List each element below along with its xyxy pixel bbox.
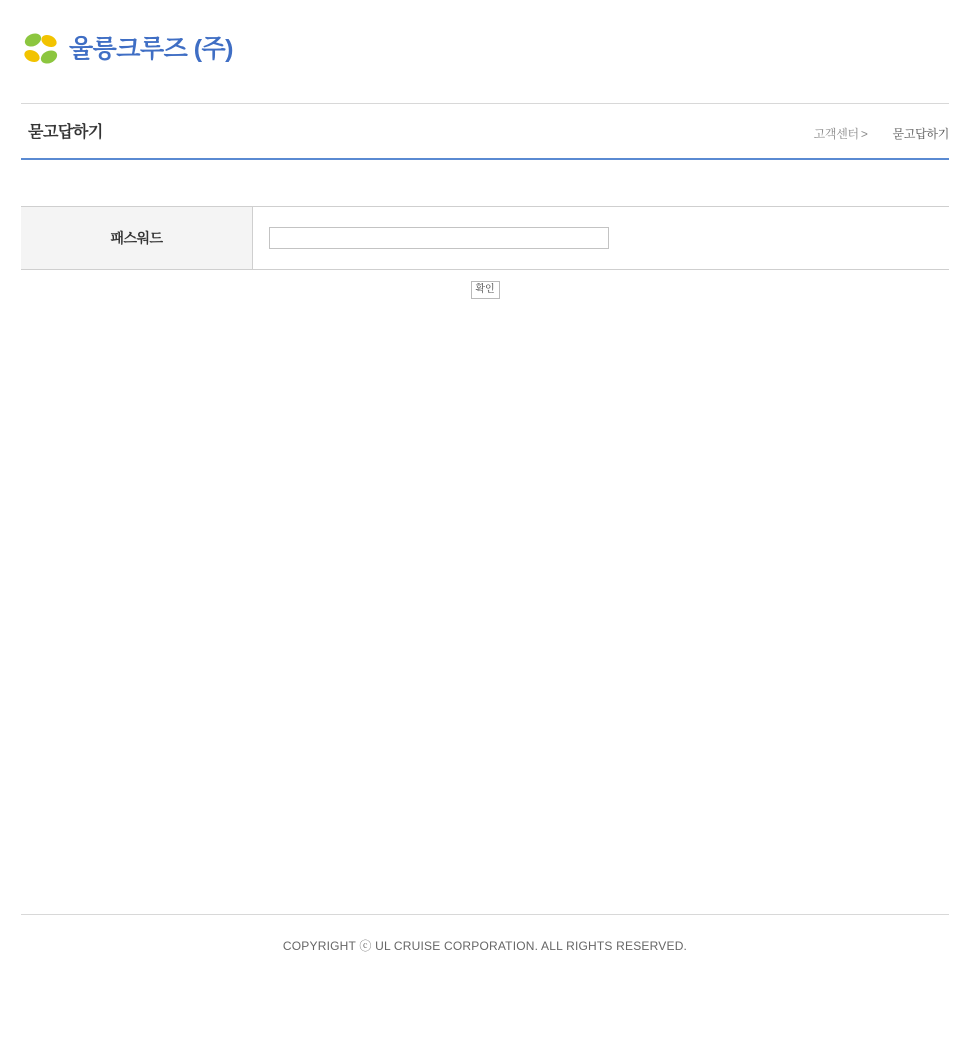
page-titlebar (21, 103, 949, 160)
logo-text: 울릉크루즈 (주) (69, 34, 233, 63)
password-form-area (21, 160, 949, 299)
breadcrumb (814, 125, 949, 142)
breadcrumb-parent[interactable]: 고객센터 (813, 127, 859, 141)
table-row (21, 207, 949, 270)
site-header (0, 0, 970, 103)
password-input-cell (253, 207, 950, 270)
copyright-text: COPYRIGHT ⓒ UL CRUISE CORPORATION. ALL RIGHTS RESERVED. (282, 939, 688, 953)
password-input[interactable] (269, 227, 609, 249)
breadcrumb-current: 묻고답하기 (892, 127, 949, 141)
page-title: 묻고답하기 (28, 124, 103, 141)
site-logo[interactable] (21, 28, 233, 70)
submit-button[interactable]: 확인 (471, 281, 500, 299)
password-table (21, 206, 949, 270)
breadcrumb-separator: > (860, 127, 868, 141)
pinwheel-flower-logo-icon (21, 28, 61, 70)
password-label: 패스워드 (21, 207, 253, 270)
site-footer (21, 914, 949, 954)
submit-row (21, 270, 949, 299)
